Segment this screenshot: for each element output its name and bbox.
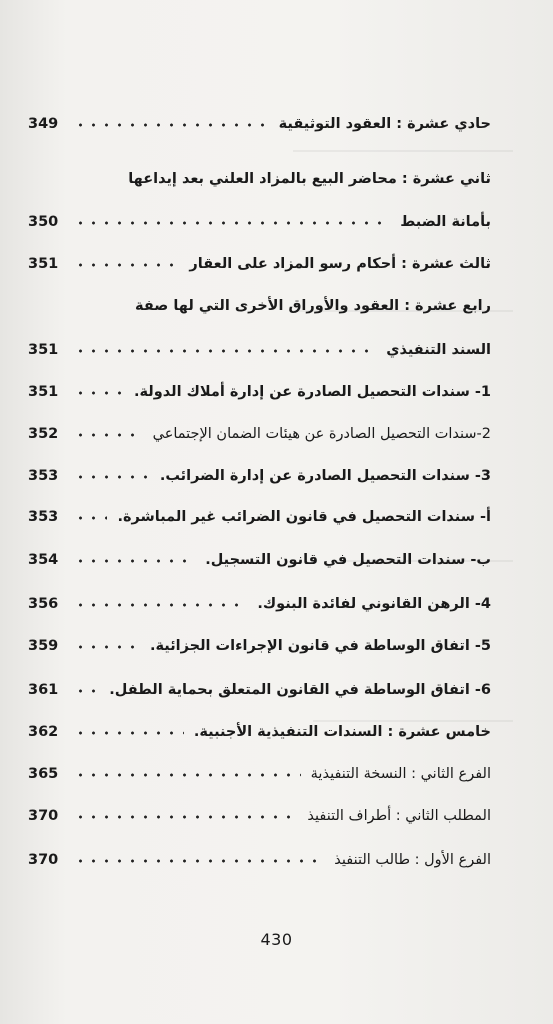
toc-entry [28,802,491,830]
toc-entry-title: المطلب الثاني : أطراف التنفيذ [307,808,491,824]
toc-entry-title: بأمانة الضبط [400,214,491,230]
toc-entry-title: 5- اتفاق الوساطة في قانون الإجراءات الجزائية. [149,638,491,654]
toc-entry-title: أ- سندات التحصيل في قانون الضرائب غير المباشرة. [117,509,491,525]
toc-entry [28,336,491,364]
toc-entry-page: 352 [28,426,59,442]
toc-entry-title: 3- سندات التحصيل الصادرة عن إدارة الضرائب. [159,468,491,484]
toc-entry-page: 354 [28,552,59,568]
toc-entry-title: ثالث عشرة : أحكام رسو المزاد على العقار [189,256,491,272]
dot-leader [74,516,107,520]
toc-entry-page: 370 [28,852,59,868]
toc-entry [28,462,491,490]
toc-entry-page: 361 [28,682,59,698]
toc-entry [28,292,491,320]
toc-entry-title: ب- سندات التحصيل في قانون التسجيل. [205,552,491,568]
dot-leader [74,221,390,225]
toc-entry [28,250,491,278]
dot-leader [74,645,140,649]
toc-entry-page: 359 [28,638,59,654]
toc-entry [28,208,491,236]
toc-entry-page: 351 [28,256,59,272]
toc-entry [28,110,491,138]
toc-entry [28,846,491,874]
toc-entry [28,590,491,618]
toc-entry-title: 6- اتفاق الوساطة في القانون المتعلق بحماية الطفل. [109,682,491,698]
toc-entry-title: السند التنفيذي [386,342,491,358]
toc-entry-title: 2-سندات التحصيل الصادرة عن هيئات الضمان الإجتماعي [152,426,491,442]
toc-entry-title: الفرع الثاني : النسخة التنفيذية [310,766,491,782]
dot-leader [74,859,324,863]
toc-entry-title: الفرع الأول : طالب التنفيذ [334,852,491,868]
dot-leader [74,689,99,693]
toc-entry-title: 1- سندات التحصيل الصادرة عن إدارة أملاك الدولة. [133,384,491,400]
page-number: 430 [260,930,293,949]
toc-entry-page: 351 [28,384,59,400]
dot-leader [74,349,376,353]
toc-entry-page: 370 [28,808,59,824]
toc-entry-title: ثاني عشرة : محاضر البيع بالمزاد العلني بعد إيداعها [128,171,491,187]
dot-leader [74,263,179,267]
dot-leader [74,391,124,395]
toc-entry-page: 350 [28,214,59,230]
toc-entry-title: رابع عشرة : العقود والأوراق الأخرى التي لها صفة [135,298,491,314]
toc-entry-page: 349 [28,116,59,132]
toc-entry-title: حادي عشرة : العقود التوثيقية [278,116,491,132]
dot-leader [74,559,195,563]
toc-entry [28,503,491,531]
dot-leader [74,475,150,479]
toc-entry [28,165,491,193]
toc-entry [28,546,491,574]
toc-entry-title: 4- الرهن القانوني لفائدة البنوك. [257,596,491,612]
dot-leader [74,433,143,437]
toc-entry-page: 353 [28,468,59,484]
dot-leader [74,731,184,735]
dot-leader [74,123,269,127]
toc-entry-title: خامس عشرة : السندات التنفيذية الأجنبية. [193,724,491,740]
toc-entry [28,378,491,406]
toc-entry [28,632,491,660]
toc-entry-page: 351 [28,342,59,358]
toc-entry-page: 365 [28,766,59,782]
toc-entry [28,718,491,746]
toc-entry [28,676,491,704]
toc-entry-page: 353 [28,509,59,525]
toc-entry-page: 362 [28,724,59,740]
toc-entry [28,760,491,788]
dot-leader [74,773,301,777]
dot-leader [74,603,247,607]
toc-entry-page: 356 [28,596,59,612]
dot-leader [74,815,297,819]
toc-entry [28,420,491,448]
